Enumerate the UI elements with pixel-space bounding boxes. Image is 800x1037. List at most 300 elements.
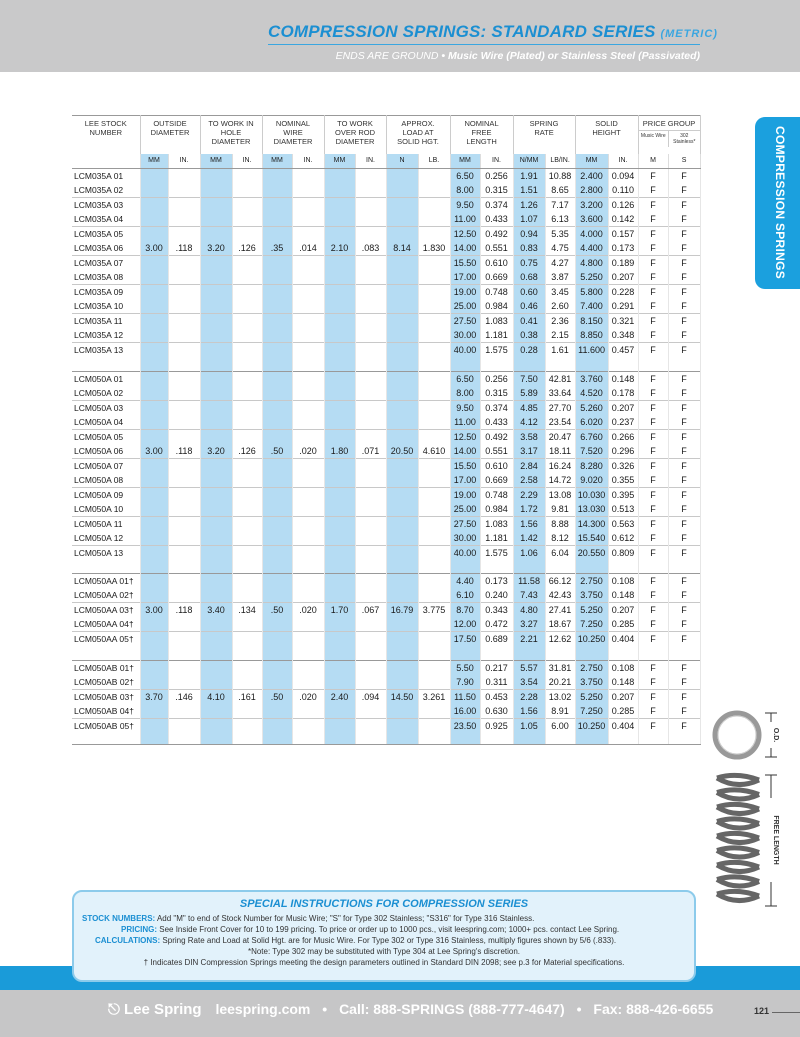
cell-price-s: F bbox=[668, 256, 700, 271]
cell-price-s: F bbox=[668, 285, 700, 300]
cell-free-mm: 27.50 bbox=[450, 516, 480, 531]
cell-free-in: 0.669 bbox=[480, 473, 513, 488]
cell-price-m: F bbox=[638, 689, 668, 704]
website-link[interactable]: leespring.com bbox=[215, 1001, 311, 1017]
cell-hole_in bbox=[232, 314, 262, 329]
cell-od_mm bbox=[140, 487, 168, 502]
cell-rate-lbin: 27.41 bbox=[545, 603, 575, 618]
cell-price-s: F bbox=[668, 386, 700, 401]
gap-cell bbox=[168, 560, 200, 574]
cell-price-m: F bbox=[638, 588, 668, 603]
stock-number: LCM050A 11 bbox=[72, 516, 140, 531]
bullet: • bbox=[441, 50, 446, 62]
cell-hole_mm bbox=[200, 429, 232, 444]
cell-free-in: 0.256 bbox=[480, 169, 513, 184]
series-gap bbox=[72, 357, 700, 371]
cell-od_mm bbox=[140, 198, 168, 213]
cell-load_lb bbox=[418, 704, 450, 719]
footer-contact bbox=[108, 1001, 713, 1018]
cell-solid-mm: 9.020 bbox=[575, 473, 608, 488]
cell-wire_mm bbox=[262, 487, 292, 502]
cell-hole_in bbox=[232, 198, 262, 213]
cell-price-m: F bbox=[638, 632, 668, 647]
cell-rod_in bbox=[355, 473, 386, 488]
stock-number: LCM050AA 02† bbox=[72, 588, 140, 603]
cell-rod_mm bbox=[324, 487, 355, 502]
stock-number: LCM035A 01 bbox=[72, 169, 140, 184]
cell-price-m: F bbox=[638, 169, 668, 184]
cell-hole_mm bbox=[200, 169, 232, 184]
coil-turn bbox=[717, 804, 759, 813]
cell-load_lb bbox=[418, 718, 450, 733]
cell-hole_mm bbox=[200, 704, 232, 719]
unit-3: IN. bbox=[232, 154, 262, 169]
cell-rate-lbin: 8.88 bbox=[545, 516, 575, 531]
cell-rod_in bbox=[355, 328, 386, 343]
cell-solid-mm: 5.250 bbox=[575, 270, 608, 285]
cell-wire_mm bbox=[262, 285, 292, 300]
cell-rod_mm bbox=[324, 270, 355, 285]
cell-load_n bbox=[386, 285, 418, 300]
bullet: • bbox=[322, 1001, 328, 1017]
cell-hole_in bbox=[232, 660, 262, 675]
gap-cell bbox=[262, 646, 292, 660]
cell-free-mm: 8.70 bbox=[450, 603, 480, 618]
unit-4: MM bbox=[262, 154, 292, 169]
gap-cell bbox=[638, 733, 668, 745]
cell-wire_mm bbox=[262, 502, 292, 517]
cell-rod_in bbox=[355, 545, 386, 560]
cell-od_in bbox=[168, 169, 200, 184]
cell-wire_mm: .50 bbox=[262, 603, 292, 618]
cell-rod_in bbox=[355, 212, 386, 227]
cell-wire_in bbox=[292, 227, 324, 242]
cell-wire_mm bbox=[262, 588, 292, 603]
stock-number: LCM050AB 01† bbox=[72, 660, 140, 675]
cell-od_in bbox=[168, 588, 200, 603]
cell-wire_in bbox=[292, 588, 324, 603]
cell-free-in: 0.689 bbox=[480, 632, 513, 647]
cell-hole_in: .126 bbox=[232, 241, 262, 256]
cell-solid-in: 0.189 bbox=[608, 256, 638, 271]
cell-rod_in bbox=[355, 270, 386, 285]
cell-od_in bbox=[168, 502, 200, 517]
cell-rate-nmm: 11.58 bbox=[513, 574, 545, 589]
cell-load_n bbox=[386, 169, 418, 184]
cell-rod_mm bbox=[324, 371, 355, 386]
cell-load_n bbox=[386, 545, 418, 560]
cell-rod_in bbox=[355, 386, 386, 401]
cell-wire_mm bbox=[262, 516, 292, 531]
cell-od_mm bbox=[140, 270, 168, 285]
gap-cell bbox=[575, 560, 608, 574]
cell-price-m: F bbox=[638, 415, 668, 430]
unit-10: MM bbox=[450, 154, 480, 169]
stock-number: LCM035A 06 bbox=[72, 241, 140, 256]
cell-rate-lbin: 33.64 bbox=[545, 386, 575, 401]
subtitle bbox=[336, 50, 700, 62]
cell-price-s: F bbox=[668, 299, 700, 314]
cell-free-in: 0.311 bbox=[480, 675, 513, 690]
cell-free-in: 0.374 bbox=[480, 400, 513, 415]
cell-rod_in bbox=[355, 183, 386, 198]
gap-cell bbox=[480, 357, 513, 371]
cell-wire_in bbox=[292, 415, 324, 430]
cell-rate-lbin: 8.12 bbox=[545, 531, 575, 546]
cell-rate-nmm: 3.27 bbox=[513, 617, 545, 632]
gap-cell bbox=[386, 646, 418, 660]
cell-rod_mm bbox=[324, 314, 355, 329]
cell-free-in: 0.748 bbox=[480, 285, 513, 300]
cell-free-in: 0.492 bbox=[480, 227, 513, 242]
cell-wire_in bbox=[292, 183, 324, 198]
cell-od_in bbox=[168, 632, 200, 647]
cell-solid-mm: 3.750 bbox=[575, 675, 608, 690]
table-body bbox=[72, 169, 700, 745]
gap-cell bbox=[418, 560, 450, 574]
stock-numbers-line bbox=[74, 913, 694, 924]
cell-wire_in bbox=[292, 429, 324, 444]
page-number: 121 bbox=[754, 1006, 770, 1016]
type-302-note: *Note: Type 302 may be substituted with Type 304 at Lee Spring's discretion. bbox=[247, 947, 521, 956]
cell-price-m: F bbox=[638, 212, 668, 227]
cell-price-m: F bbox=[638, 574, 668, 589]
od-label: O.D. bbox=[772, 727, 779, 743]
cell-od_mm bbox=[140, 227, 168, 242]
cell-free-mm: 8.00 bbox=[450, 183, 480, 198]
cell-wire_in bbox=[292, 516, 324, 531]
cell-hole_in bbox=[232, 386, 262, 401]
cell-load_n bbox=[386, 574, 418, 589]
cell-hole_mm bbox=[200, 328, 232, 343]
unit-8: N bbox=[386, 154, 418, 169]
cell-hole_in bbox=[232, 285, 262, 300]
cell-wire_in bbox=[292, 328, 324, 343]
cell-load_lb bbox=[418, 314, 450, 329]
cell-free-in: 0.256 bbox=[480, 371, 513, 386]
cell-solid-mm: 20.550 bbox=[575, 545, 608, 560]
unit-0: MM bbox=[140, 154, 168, 169]
fax-number: Fax: 888-426-6655 bbox=[593, 1001, 714, 1017]
cell-rate-lbin: 14.72 bbox=[545, 473, 575, 488]
gap-cell bbox=[608, 646, 638, 660]
gap-cell bbox=[513, 357, 545, 371]
cell-price-m: F bbox=[638, 328, 668, 343]
header-stock: LEE STOCK NUMBER bbox=[72, 116, 140, 154]
table-row bbox=[72, 632, 700, 647]
cell-solid-mm: 2.800 bbox=[575, 183, 608, 198]
cell-price-m: F bbox=[638, 371, 668, 386]
cell-rate-lbin: 13.02 bbox=[545, 689, 575, 704]
cell-wire_in bbox=[292, 343, 324, 358]
cell-price-m: F bbox=[638, 531, 668, 546]
cell-rod_in bbox=[355, 718, 386, 733]
cell-price-s: F bbox=[668, 660, 700, 675]
cell-load_lb bbox=[418, 458, 450, 473]
gap-cell bbox=[450, 560, 480, 574]
gap-cell bbox=[168, 646, 200, 660]
cell-free-mm: 12.00 bbox=[450, 617, 480, 632]
cell-od_mm bbox=[140, 617, 168, 632]
cell-load_n bbox=[386, 617, 418, 632]
cell-rod_in bbox=[355, 198, 386, 213]
cell-load_lb bbox=[418, 487, 450, 502]
table-row bbox=[72, 675, 700, 690]
series-gap bbox=[72, 733, 700, 745]
cell-hole_in bbox=[232, 183, 262, 198]
cell-solid-mm: 10.250 bbox=[575, 718, 608, 733]
cell-solid-mm: 8.280 bbox=[575, 458, 608, 473]
cell-free-mm: 30.00 bbox=[450, 328, 480, 343]
cell-rod_mm bbox=[324, 169, 355, 184]
cell-load_n bbox=[386, 415, 418, 430]
cell-wire_mm bbox=[262, 458, 292, 473]
cell-price-m: F bbox=[638, 183, 668, 198]
cell-load_n bbox=[386, 516, 418, 531]
cell-wire_in bbox=[292, 574, 324, 589]
table-row bbox=[72, 270, 700, 285]
header-od: OUTSIDE DIAMETER bbox=[140, 116, 200, 154]
cell-rate-nmm: 1.91 bbox=[513, 169, 545, 184]
od-circle-icon bbox=[715, 713, 759, 757]
cell-load_lb bbox=[418, 343, 450, 358]
cell-wire_in bbox=[292, 169, 324, 184]
phone-number: Call: 888-SPRINGS (888-777-4647) bbox=[339, 1001, 565, 1017]
cell-price-s: F bbox=[668, 400, 700, 415]
cell-load_lb bbox=[418, 183, 450, 198]
price-subheaders bbox=[639, 131, 700, 147]
stock-number: LCM035A 07 bbox=[72, 256, 140, 271]
cell-rate-nmm: 1.05 bbox=[513, 718, 545, 733]
cell-rod_in bbox=[355, 343, 386, 358]
gap-cell bbox=[355, 357, 386, 371]
cell-load_n bbox=[386, 227, 418, 242]
gap-cell bbox=[450, 646, 480, 660]
cell-free-mm: 40.00 bbox=[450, 545, 480, 560]
cell-od_in bbox=[168, 183, 200, 198]
cell-wire_mm bbox=[262, 473, 292, 488]
cell-rod_mm bbox=[324, 531, 355, 546]
cell-solid-mm: 5.260 bbox=[575, 400, 608, 415]
cell-hole_in bbox=[232, 675, 262, 690]
table-row bbox=[72, 314, 700, 329]
cell-rate-lbin: 3.45 bbox=[545, 285, 575, 300]
cell-load_n bbox=[386, 660, 418, 675]
cell-solid-in: 0.094 bbox=[608, 169, 638, 184]
cell-free-mm: 17.00 bbox=[450, 270, 480, 285]
cell-rate-nmm: 3.54 bbox=[513, 675, 545, 690]
cell-rod_in bbox=[355, 516, 386, 531]
cell-free-in: 0.610 bbox=[480, 458, 513, 473]
cell-od_mm bbox=[140, 473, 168, 488]
cell-wire_in bbox=[292, 386, 324, 401]
cell-free-in: 0.433 bbox=[480, 212, 513, 227]
table-row bbox=[72, 516, 700, 531]
cell-load_n bbox=[386, 588, 418, 603]
cell-free-mm: 19.00 bbox=[450, 487, 480, 502]
cell-rod_mm bbox=[324, 386, 355, 401]
cell-free-mm: 15.50 bbox=[450, 256, 480, 271]
cell-rod_mm bbox=[324, 675, 355, 690]
cell-od_mm bbox=[140, 574, 168, 589]
cell-rate-lbin: 8.65 bbox=[545, 183, 575, 198]
cell-free-in: 1.575 bbox=[480, 343, 513, 358]
cell-solid-mm: 8.150 bbox=[575, 314, 608, 329]
cell-rod_mm bbox=[324, 285, 355, 300]
cell-rod_mm: 1.70 bbox=[324, 603, 355, 618]
cell-solid-mm: 2.400 bbox=[575, 169, 608, 184]
cell-solid-in: 0.207 bbox=[608, 270, 638, 285]
cell-wire_in bbox=[292, 458, 324, 473]
gap-cell bbox=[480, 646, 513, 660]
cell-free-in: 0.472 bbox=[480, 617, 513, 632]
cell-rod_in bbox=[355, 285, 386, 300]
cell-wire_mm bbox=[262, 183, 292, 198]
gap-cell bbox=[324, 357, 355, 371]
cell-free-mm: 40.00 bbox=[450, 343, 480, 358]
coil-turn bbox=[717, 877, 759, 886]
cell-price-s: F bbox=[668, 545, 700, 560]
table-row bbox=[72, 531, 700, 546]
gap-cell bbox=[232, 357, 262, 371]
cell-rod_in bbox=[355, 371, 386, 386]
gap-cell bbox=[140, 646, 168, 660]
cell-load_n bbox=[386, 675, 418, 690]
cell-rod_in bbox=[355, 429, 386, 444]
cell-rate-lbin: 3.87 bbox=[545, 270, 575, 285]
cell-od_mm bbox=[140, 285, 168, 300]
cell-wire_in bbox=[292, 371, 324, 386]
coil-turn bbox=[717, 775, 759, 784]
gap-cell bbox=[668, 733, 700, 745]
special-instructions bbox=[72, 890, 696, 982]
cell-load_lb: 3.775 bbox=[418, 603, 450, 618]
cell-wire_mm bbox=[262, 299, 292, 314]
calculations-key: CALCULATIONS: bbox=[95, 936, 161, 945]
cell-load_n: 20.50 bbox=[386, 444, 418, 459]
gap-cell bbox=[575, 357, 608, 371]
cell-rod_mm bbox=[324, 328, 355, 343]
stock-number: LCM050AB 05† bbox=[72, 718, 140, 733]
cell-price-s: F bbox=[668, 314, 700, 329]
cell-wire_mm bbox=[262, 371, 292, 386]
table-row bbox=[72, 183, 700, 198]
cell-rate-nmm: 2.58 bbox=[513, 473, 545, 488]
spring-table bbox=[72, 115, 701, 745]
cell-rate-nmm: 5.89 bbox=[513, 386, 545, 401]
cell-od_mm bbox=[140, 718, 168, 733]
cell-wire_mm bbox=[262, 328, 292, 343]
cell-price-m: F bbox=[638, 270, 668, 285]
cell-wire_in: .020 bbox=[292, 603, 324, 618]
subtitle-materials: Music Wire (Plated) or Stainless Steel (Passivated) bbox=[448, 50, 700, 62]
cell-rod_in: .083 bbox=[355, 241, 386, 256]
cell-free-in: 0.217 bbox=[480, 660, 513, 675]
cell-free-in: 1.575 bbox=[480, 545, 513, 560]
cell-od_in bbox=[168, 299, 200, 314]
cell-solid-mm: 7.400 bbox=[575, 299, 608, 314]
stock-number: LCM035A 09 bbox=[72, 285, 140, 300]
cell-hole_mm bbox=[200, 545, 232, 560]
cell-load_n bbox=[386, 299, 418, 314]
gap-cell bbox=[72, 560, 140, 574]
cell-hole_in bbox=[232, 299, 262, 314]
cell-wire_mm bbox=[262, 169, 292, 184]
cell-load_n: 14.50 bbox=[386, 689, 418, 704]
cell-price-s: F bbox=[668, 473, 700, 488]
cell-solid-mm: 5.250 bbox=[575, 689, 608, 704]
cell-price-m: F bbox=[638, 285, 668, 300]
cell-od_mm: 3.00 bbox=[140, 241, 168, 256]
table-row bbox=[72, 328, 700, 343]
brand-name: Lee Spring bbox=[124, 1001, 202, 1018]
stock-number: LCM035A 05 bbox=[72, 227, 140, 242]
cell-wire_mm bbox=[262, 386, 292, 401]
section-tab[interactable] bbox=[755, 117, 800, 289]
gap-cell bbox=[575, 733, 608, 745]
cell-solid-mm: 7.250 bbox=[575, 704, 608, 719]
stock-number: LCM050A 08 bbox=[72, 473, 140, 488]
cell-solid-in: 0.563 bbox=[608, 516, 638, 531]
cell-od_mm bbox=[140, 704, 168, 719]
cell-load_lb bbox=[418, 270, 450, 285]
cell-rate-nmm: 2.29 bbox=[513, 487, 545, 502]
cell-free-in: 0.551 bbox=[480, 444, 513, 459]
cell-price-m: F bbox=[638, 704, 668, 719]
cell-wire_in bbox=[292, 198, 324, 213]
cell-od_mm bbox=[140, 386, 168, 401]
calculations-line bbox=[74, 935, 694, 946]
header-free: NOMINAL FREE LENGTH bbox=[450, 116, 513, 154]
cell-free-in: 0.343 bbox=[480, 603, 513, 618]
cell-rate-nmm: 2.21 bbox=[513, 632, 545, 647]
header-rate: SPRING RATE bbox=[513, 116, 575, 154]
stock-number: LCM050A 09 bbox=[72, 487, 140, 502]
din-note: † Indicates DIN Compression Springs meeting the design parameters outlined in Standard DIN 2098; see p.3 for Material specifications. bbox=[143, 958, 625, 967]
cell-rate-nmm: 3.17 bbox=[513, 444, 545, 459]
gap-cell bbox=[386, 560, 418, 574]
table-row bbox=[72, 371, 700, 386]
cell-solid-mm: 3.750 bbox=[575, 588, 608, 603]
cell-load_n bbox=[386, 704, 418, 719]
cell-rate-nmm: 1.56 bbox=[513, 704, 545, 719]
cell-rod_in bbox=[355, 400, 386, 415]
cell-wire_mm bbox=[262, 531, 292, 546]
cell-load_n bbox=[386, 473, 418, 488]
table-row bbox=[72, 458, 700, 473]
table-row bbox=[72, 660, 700, 675]
stock-number: LCM035A 10 bbox=[72, 299, 140, 314]
gap-cell bbox=[232, 646, 262, 660]
cell-price-m: F bbox=[638, 603, 668, 618]
cell-free-mm: 12.50 bbox=[450, 227, 480, 242]
cell-load_n bbox=[386, 502, 418, 517]
gap-cell bbox=[324, 646, 355, 660]
cell-rod_in bbox=[355, 617, 386, 632]
cell-price-s: F bbox=[668, 371, 700, 386]
table-row bbox=[72, 343, 700, 358]
cell-hole_mm bbox=[200, 314, 232, 329]
subtitle-lead: ENDS ARE GROUND bbox=[335, 50, 439, 62]
cell-wire_in bbox=[292, 704, 324, 719]
gap-cell bbox=[140, 560, 168, 574]
gap-cell bbox=[292, 560, 324, 574]
cell-price-s: F bbox=[668, 718, 700, 733]
cell-rod_mm bbox=[324, 660, 355, 675]
cell-load_lb bbox=[418, 169, 450, 184]
cell-rate-lbin: 23.54 bbox=[545, 415, 575, 430]
title-suffix: (METRIC) bbox=[660, 28, 718, 40]
